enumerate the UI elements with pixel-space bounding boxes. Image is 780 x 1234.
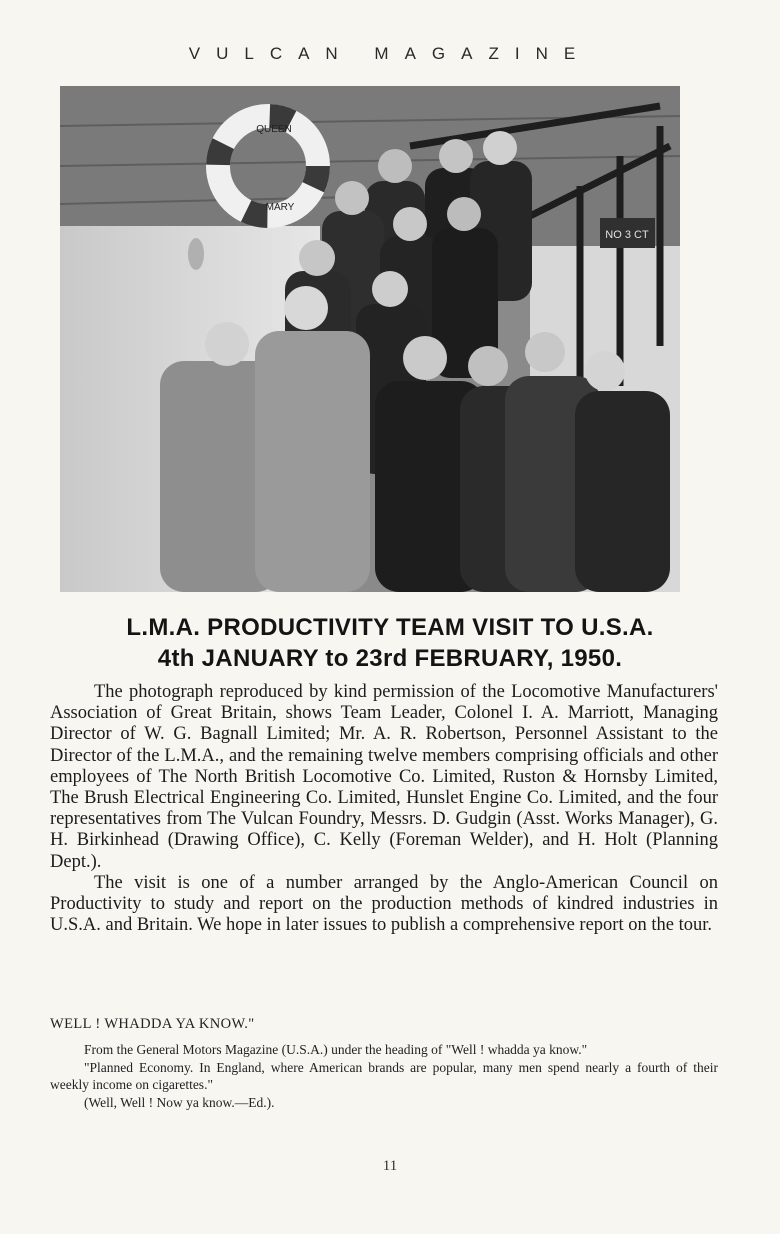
photo-illustration bbox=[60, 86, 680, 592]
article-paragraph-2: The visit is one of a number arranged by the Anglo-American Council on Productivity to study and report on the production methods of kindred industries in U.S.A. and Britain. We hope in later issues to publish a comprehensive report on the tour. bbox=[50, 872, 718, 936]
filler-line-1: From the General Motors Magazine (U.S.A.) under the heading of "Well ! whadda ya know." bbox=[84, 1042, 588, 1057]
article-headline-line1: L.M.A. PRODUCTIVITY TEAM VISIT TO U.S.A. bbox=[126, 614, 654, 641]
filler-line-3: (Well, Well ! Now ya know.—Ed.). bbox=[84, 1094, 275, 1110]
deck-sign-text: NO 3 CT bbox=[605, 229, 649, 241]
article-body bbox=[50, 682, 718, 936]
article-paragraph-1: The photograph reproduced by kind permission of the Locomotive Manufacturers' Association of Great Britain, shows Team Leader, Colonel I. A. Marriott, Managing Director of W. G. Bagnall Limited; Mr. A. R. Robertson, Personnel Assistant to the Director of the L.M.A., and the remaining twelve members comprising officials and other employees of The North British Locomotive Co. Limited, Ruston & Hornsby Limited, The Brush Electrical Engineering Co. Limited, Hunslet Engine Co. Limited, and the four representatives from The Vulcan Foundry, Messrs. D. Gudgin (Asst. Works Manager), G. H. Birkinhead (Drawing Office), C. Kelly (Foreman Welder), and H. Holt (Planning Dept.). bbox=[50, 682, 718, 872]
filler-title: WELL ! WHADDA YA KNOW." bbox=[50, 1016, 255, 1032]
page-number: 11 bbox=[382, 1158, 398, 1174]
lifebuoy-text-top: QUEEN bbox=[256, 124, 292, 135]
filler-block bbox=[50, 1041, 718, 1111]
filler-line-2: "Planned Economy. In England, where American brands are popular, many men spend nearly a fourth of their weekly income on cigarettes." bbox=[50, 1059, 718, 1092]
porthole bbox=[188, 238, 204, 270]
team-photograph bbox=[60, 86, 680, 592]
article-headline-line2: 4th JANUARY to 23rd FEBRUARY, 1950. bbox=[157, 645, 623, 672]
lifebuoy-text-bottom: MARY bbox=[265, 202, 295, 213]
running-head: VULCAN MAGAZINE bbox=[188, 44, 592, 63]
